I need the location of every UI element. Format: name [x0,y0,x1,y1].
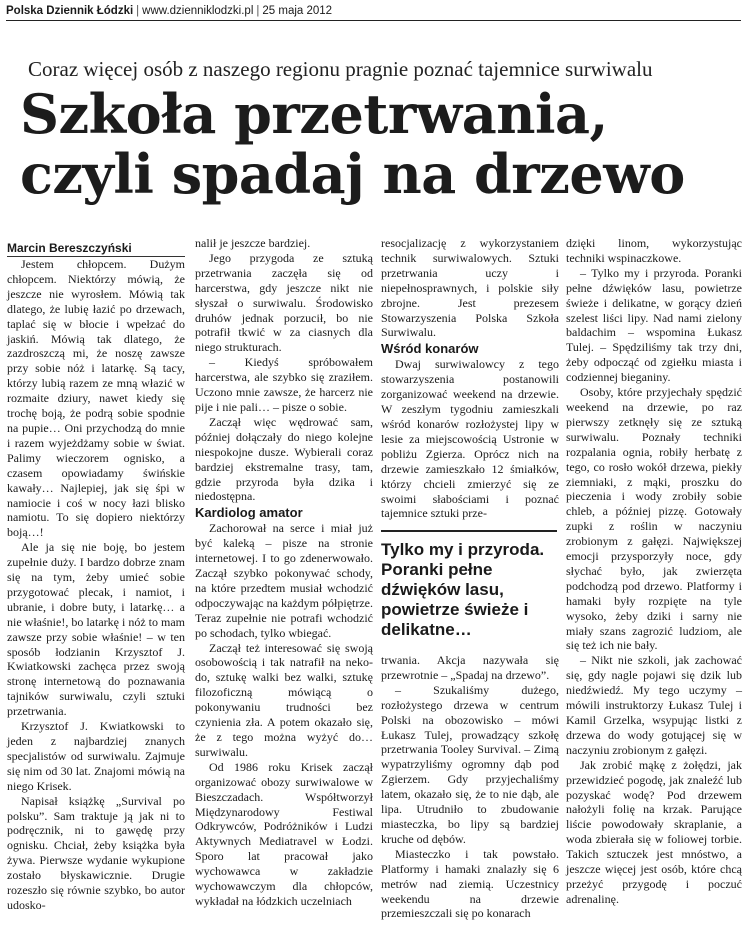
paragraph: Zaczął więc wędrować sam, później dołączały do niego kolejne niespokojne dusze. Wybierali coraz bardziej ekstremalne trasy, tam, gdzie przyroda była dzika i niedostępna. [195,414,373,504]
paragraph: Zachorował na serce i miał już być kaleką – pisze na stronie internetowej. I to go zdenerwowało. Zaczął szybko pokonywać schody, na które przedtem musiał wchodzić odpoczywając na każdym półpiętrze. Teraz zupełnie nie potrafi wchodzić po schodach, tylko wbiegać. [195,521,373,640]
column-1 [7,240,185,913]
article-kicker: Coraz więcej osób z naszego regionu pragnie poznać tajemnice surwiwalu [28,57,653,81]
subheading-wsrod-konarow: Wśród konarów [381,341,479,357]
paragraph: – Nikt nie szkoli, jak zachować się, gdy nagle pojawi się dzik lub niedźwiedź. My tego uczymy – mówili instruktorzy Łukasz Tulej i Kamil Grzelka, wsypując listki z drzewa do wody gotującej się w naczyniu zrobionym z gałęzi. [566,653,742,757]
paragraph: trwania. Akcja nazywała się przewrotnie – „Spadaj na drzewo”. [381,653,559,682]
paragraph: Osoby, które przyjechały spędzić weekend na drzewie, po raz pierwszy zetknęły się ze sztuką surwiwalu. Poznały techniki rozpalania ognia, robiły herbatę z tego, co rosło wokół drzewa, piekły ziemniaki, z mąki, proszku do pieczenia i wody zrobiły sobie chleb, a później pizzę. Gotowały zupki z roślin w naczyniu zrobionym z gałęzi. Największej emocji przysporzyły noce, gdy słychać było, jak zwierzęta podchodzą pod drzewo. Platformy i hamaki były rozpięte na tyle wysoko, żeby dziki i sarny nie miały szans zagrozić ludziom, ale się też ich nie bały. [566,385,742,653]
pull-quote: Tylko my i przyroda. Poranki pełne dźwięków lasu, powietrze świeże i delikatne… [381,530,557,640]
title-line-1: Szkoła przetrwania, [20,82,608,146]
column-4 [566,236,742,907]
paragraph: dzięki linom, wykorzystując techniki wspinaczkowe. [566,236,742,265]
issue-date: 25 maja 2012 [262,5,333,17]
paragraph: Krzysztof J. Kwiatkowski to jeden z najbardziej znanych specjalistów od surwiwalu. Zajmuje się nim od 30 lat. Znajomi mówią na niego Krisek. [7,719,185,793]
paragraph: – Kiedyś spróbowałem harcerstwa, ale szybko się zraziłem. Uczono mnie zawsze, że harcerz nie pije i nie pali… – pisze o sobie. [195,355,373,414]
paragraph: Jego przygoda ze sztuką przetrwania zaczęła się od harcerstwa, gdy jeszcze nikt nie słyszał o surwiwalu. Środowisko druhów jednak porzucił, bo nie potrafił tkwić w za ciasnych dla niego strukturach. [195,250,373,355]
paragraph: Napisał książkę „Survival po polsku”. Sam traktuje ją jak ni to podręcznik, ni to gawędę przy ognisku. Chciał, żeby książka była żywa. Pierwsze wydanie wykupione zostało błyskawicznie. Drugie rozeszło się równie szybko, bo autor udosko- [7,793,185,912]
paragraph: Miasteczko i tak powstało. Platformy i hamaki znalazły się 6 metrów nad ziemią. Uczestnicy weekendu na drzewie przemieszczali się po konarach [381,846,559,921]
paragraph: nalił je jeszcze bardziej. [195,236,311,250]
column-2 [195,236,373,909]
publication-name: Polska Dziennik Łódzki [6,5,134,17]
paragraph: Jestem chłopcem. Dużym chłopcem. Niektórzy mówią, że jeszcze nie wyrosłem. Mówią tak dlatego, że lubię łazić po drzewach, taplać się w błocie i wpełzać do jaskiń. Mówią tak dlatego, że zazdroszczą mi, że noszę zawsze przy sobie nóż i latarkę. Są tacy, którzy lubią razem ze mną włazić w rozmaite dziury, nawet kiedy się trochę boją, że podrą sobie spodnie na pupie… Oni przychodzą do mnie i razem wyjeżdżamy sobie w świat. Palimy wieczorem ognisko, a czasem opowiadamy świńskie kawały… Najlepiej, jak się śpi w namiocie i coś w nocy łazi blisko namiotu. To się dopiero niektórzy boją…! [7,257,185,540]
paragraph: Dwaj surwiwalowcy z tego stowarzyszenia postanowili zorganizować weekend na drzewie. W zeszłym tygodniu zamieszkali wśród konarów rozłożystej lipy w lesie za miejscowością Ustronie w pobliżu Zgierza. Oprócz nich na drzewie zamieszkało 12 śmiałków, którzy chcieli zmierzyć się ze swoimi słabościami i poznać tajemnice sztuki prze- [381,357,559,521]
paragraph: Od 1986 roku Krisek zaczął organizować obozy surwiwalowe w Bieszczadach. Współtworzył Międzynarodowy Festiwal Odkrywców, Podróżników i Ludzi Aktywnych Mediatravel w Łodzi. Sporo lat pracował jako wychowawca w zakładzie wychowawczym dla chłopców, wykładał na łódzkich uczelniach [195,759,373,908]
paragraph: Ale ja się nie boję, bo jestem zupełnie duży. I bardzo dobrze znam się na tym, żeby umieć sobie przygotować plecak, i namiot, i ubranie, i dobre buty, i latarkę… a nie właśnie!, bo latarkę i nóż to mam zawsze przy sobie właśnie! – w ten sposób łodzianin Krzysztof J. Kwiatkowski zachęca przez swoją stronę internetową do poznawania tajników surwiwalu, czyli sztuki przetrwania. [7,540,185,719]
paragraph: – Szukaliśmy dużego, rozłożystego drzewa w centrum Polski na obozowisko – mówi Łukasz Tulej, prowadzący szkołę przetrwania Tooley Survival. – Zimą wypatrzyliśmy ogromny dąb pod Zgierzem. Gdy przyjechaliśmy latem, okazało się, że to nie dąb, ale lipa. Utrudniło to zbudowanie miasteczka, bo lipy są bardziej kruche od dębów. [381,682,559,846]
author-byline: Marcin Bereszczyński [7,240,185,257]
paragraph: – Tylko my i przyroda. Poranki pełne dźwięków lasu, powietrze świeże i delikatne, w gorący dzień szelest liści lipy. Nad nami zielony baldachim – wspomina Łukasz Tulej. – Spędziliśmy tak trzy dni, żeby odpocząć od zgiełku miasta i codziennej bieganiny. [566,265,742,385]
subheading-kardiolog: Kardiolog amator [195,505,303,521]
website: www.dzienniklodzki.pl [142,5,254,17]
column-3-continued [381,653,559,921]
paragraph: resocjalizację z wykorzystaniem technik surwiwalowych. Sztuki przetrwania uczy i niepełnosprawnych, i polskie siły zbrojne. Jest prezesem Stowarzyszenia Polska Szkoła Surwiwalu. [381,236,559,340]
article-title [20,84,740,204]
paragraph: Jak zrobić mąkę z żołędzi, jak przewidzieć pogodę, jak znaleźć lub pozyskać wodę? Pod drzewem nałożyli folię na krzak. Parujące liście powodowały skraplanie, a woda zbierała się w foliowej torbie. Takich sztuczek jest mnóstwo, a jeszcze więcej jest osób, które chcą przeżyć przygodę i poczuć adrenalinę. [566,757,742,906]
page-header: Polska Dziennik Łódzki | www.dzienniklodzki.pl | 25 maja 2012 [6,2,741,21]
column-3 [381,236,559,521]
title-line-2: czyli spadaj na drzewo [20,142,685,206]
paragraph: Zaczął też interesować się swoją osobowością i tak natrafił na neko-do, sztukę walki bez walki, sztukę filozoficzną mówiącą o pokonywaniu trudności bez czynienia zła. A potem okazało się, że z tego można wyżyć do… surwiwalu. [195,640,373,759]
